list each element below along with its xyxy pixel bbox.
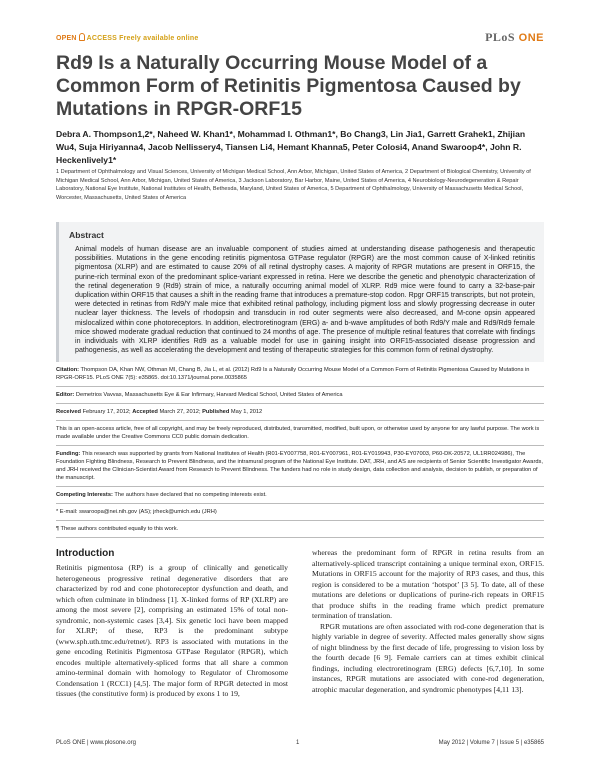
equal-contribution-note: ¶ These authors contributed equally to this work. bbox=[56, 526, 179, 532]
abstract-box bbox=[56, 222, 544, 362]
corresponding-email: * E-mail: swaroopa@nei.nih.gov (AS); jrheck@umich.edu (JRH) bbox=[56, 509, 217, 515]
open-access-banner bbox=[56, 33, 198, 42]
editor-label: Editor: bbox=[56, 392, 75, 398]
published-label: Published bbox=[202, 409, 230, 415]
logo-plos-text: PLoS bbox=[485, 30, 516, 44]
funding-text: This research was supported by grants from National Institutes of Health (R01-EY007758, R01-EY007961, R01-EY019943, P30-EY07003, P60-DK-20572, UL1RR024986), The Foundation Fighting Blindness, Research to Prevent Blindness, and the intramural program of the National Eye Institute. DAT, JRH, and AS are recipients of Senior Scientific Investigator Awards, and JRH received the Clinician-Scientist Award from Research to Prevent Blindness. The funders had no role in study design, data collection and analysis, decision to publish, or preparation of the manuscript. bbox=[56, 451, 543, 481]
open-lock-icon bbox=[79, 33, 85, 41]
divider bbox=[56, 486, 544, 487]
citation bbox=[56, 366, 544, 382]
paper-title: Rd9 Is a Naturally Occurring Mouse Model of a Common Form of Retinitis Pigmentosa Caused by Mutations in RPGR-ORF15 bbox=[56, 52, 521, 120]
intro-paragraph-1: Retinitis pigmentosa (RP) is a group of clinically and genetically heterogeneous progressive retinal degenerative disorders that are characterized by rod and cone photoreceptor dysfunction and death, and which often culminate in blindness [1]. X-linked forms of RP (XLRP) are among the most severe [2], comprising an estimated 15% of total non-syndromic, non-systemic cases [3,4]. Six genetic loci have been mapped for XLRP; of these, RP3 is the predominant subtype (www.sph.uth.tmc.edu/retnet/). RP3 is associated with mutations in the gene encoding Retinitis Pigmentosa GTPase Regulator (RPGR), which encodes multiple alternatively-spliced forms that all share a common amino-terminal domain with homology to Regulator of Chromosome Condensation 1 (RCC1) [4,5]. The major form of RPGR detected in most tissues (the constitutive form) is produced by exons 1 to 19, bbox=[56, 563, 288, 698]
competing-label: Competing Interests: bbox=[56, 492, 113, 498]
divider bbox=[56, 503, 544, 504]
competing-interests bbox=[56, 491, 544, 499]
open-access-label: OPEN bbox=[56, 35, 77, 42]
affiliations: 1 Department of Ophthalmology and Visual Sciences, University of Michigan Medical School, Ann Arbor, Michigan, United States of America, 2 Department of Biological Chemistry, University of Michigan Medical School, Ann Arbor, Michigan, United States of America, 3 Jackson Laboratory, Bar Harbor, Maine, United States of America, 4 Neurobiology-Neurodegeneration & Repair Laboratory, National Eye Institute, National Institutes of Health, Bethesda, Maryland, United States of America, 5 Department of Ophthalmology, University of Massachusetts Medical School, Worcester, Massachusetts, United States of America bbox=[56, 169, 531, 201]
logo-one-text: ONE bbox=[518, 32, 544, 44]
editor-text: Demetrios Vavvas, Massachusetts Eye & Ear Infirmary, Harvard Medical School, United States of America bbox=[75, 392, 343, 398]
published-date: May 1, 2012 bbox=[230, 409, 263, 415]
funding-label: Funding: bbox=[56, 451, 81, 457]
page-number: 1 bbox=[296, 740, 300, 746]
accepted-label: Accepted bbox=[132, 409, 158, 415]
journal-header bbox=[56, 30, 544, 46]
body-column-left bbox=[56, 548, 288, 700]
accepted-date: March 27, 2012; bbox=[159, 409, 201, 415]
citation-text: Thompson DA, Khan NW, Othman MI, Chang B, Jia L, et al. (2012) Rd9 Is a Naturally Occurring Mouse Model of a Common Form of Retinitis Pigmentosa Caused by Mutations in RPGR-ORF15. PLoS ONE 7(5): e35865. doi:10.1371/journal.pone.0035865 bbox=[56, 367, 530, 381]
footer-issue: May 2012 | Volume 7 | Issue 5 | e35865 bbox=[438, 740, 544, 746]
plos-one-logo bbox=[485, 30, 544, 45]
article-metadata bbox=[56, 366, 544, 542]
introduction-heading: Introduction bbox=[56, 548, 115, 559]
received-date: February 17, 2012; bbox=[82, 409, 131, 415]
editor bbox=[56, 391, 544, 399]
license: This is an open-access article, free of all copyright, and may be freely reproduced, distributed, transmitted, modified, built upon, or otherwise used by anyone for any lawful purpose. The work is made available under the Creative Commons CC0 public domain dedication. bbox=[56, 426, 540, 440]
divider bbox=[56, 537, 544, 538]
abstract-heading: Abstract bbox=[69, 230, 104, 240]
body-column-right bbox=[312, 548, 544, 695]
received-label: Received bbox=[56, 409, 81, 415]
page-footer bbox=[56, 740, 544, 752]
funding bbox=[56, 450, 544, 482]
divider bbox=[56, 445, 544, 446]
divider bbox=[56, 420, 544, 421]
intro-paragraph-2: whereas the predominant form of RPGR in retina results from an alternatively-spliced transcript containing a unique terminal exon, ORF15. Mutations in ORF15 account for the majority of RP3 cases, and thus, this region is considered to be a mutation ‘hotspot’ [3 5]. To date, all of these mutations are deletions or duplications of purine-rich repeats in ORF15 that produce shifts in the reading frame which predict premature termination of translation. bbox=[312, 548, 544, 620]
author-list: Debra A. Thompson1,2*, Naheed W. Khan1*, Mohammad I. Othman1*, Bo Chang3, Lin Jia1, Garrett Grahek1, Zhijian Wu4, Suja Hiriyanna4, Jacob Nellissery4, Tiansen Li4, Hemant Khanna5, Peter Colosi4, Anand Swaroop4*, John R. Heckenlively1* bbox=[56, 129, 526, 165]
competing-text: The authors have declared that no competing interests exist. bbox=[114, 492, 267, 498]
citation-label: Citation: bbox=[56, 367, 80, 373]
intro-paragraph-3: RPGR mutations are often associated with rod-cone degeneration that is highly variable in degree of severity. Affected males generally show signs of night blindness by the first decade of life, progressing to vision loss by the fourth decade [6 9]. Female carriers can at times exhibit clinical findings, including electroretinogram (ERG) defects [6,7,10]. In some instances, RPGR mutations are associated with cone-rod degeneration, atrophic macular degeneration, and syndromic phenotypes [4,11 13]. bbox=[312, 621, 544, 694]
abstract-text: Animal models of human disease are an invaluable component of studies aimed at understanding disease pathogenesis and therapeutic possibilities. Mutations in the gene encoding retinitis pigmentosa GTPase regulator (RPGR) are the most common cause of X-linked retinitis pigmentosa (XLRP) and are estimated to cause 20% of all retinal dystrophy cases. A majority of RPGR mutations are present in ORF15, the purine-rich terminal exon of the predominant splice-variant expressed in retina. Here we describe the genetic and phenotypic characterization of the retinal degeneration 9 (Rd9) strain of mice, a naturally occurring animal model of XLRP. Rd9 mice were found to carry a 32-base-pair duplication within ORF15 that causes a shift in the reading frame that introduces a premature-stop codon. Rpgr ORF15 transcripts, but not protein, were detected in retinas from Rd9/Y male mice that exhibited retinal pathology, including pigment loss and slowly progressing decrease in outer nuclear layer thickness. The levels of rhodopsin and transducin in rod outer segments were also decreased, and M-cone opsin appeared mislocalized within cone photoreceptors. In addition, electroretinogram (ERG) a- and b-wave amplitudes of both Rd9/Y male and Rd9/Rd9 female mice showed moderate gradual reduction that continued to 24 months of age. The presence of multiple retinal features that correlate with findings in individuals with XLRP identifies Rd9 as a valuable model for use in gaining insight into ORF15-associated disease progression and pathogenesis, as well as accelerating the development and testing of therapeutic strategies for this common form of retinal dystrophy. bbox=[75, 245, 535, 355]
divider bbox=[56, 520, 544, 521]
freely-available-label: ACCESS Freely available online bbox=[86, 35, 199, 42]
dates bbox=[56, 408, 544, 416]
footer-journal: PLoS ONE | www.plosone.org bbox=[56, 740, 136, 746]
divider bbox=[56, 386, 544, 387]
divider bbox=[56, 403, 544, 404]
